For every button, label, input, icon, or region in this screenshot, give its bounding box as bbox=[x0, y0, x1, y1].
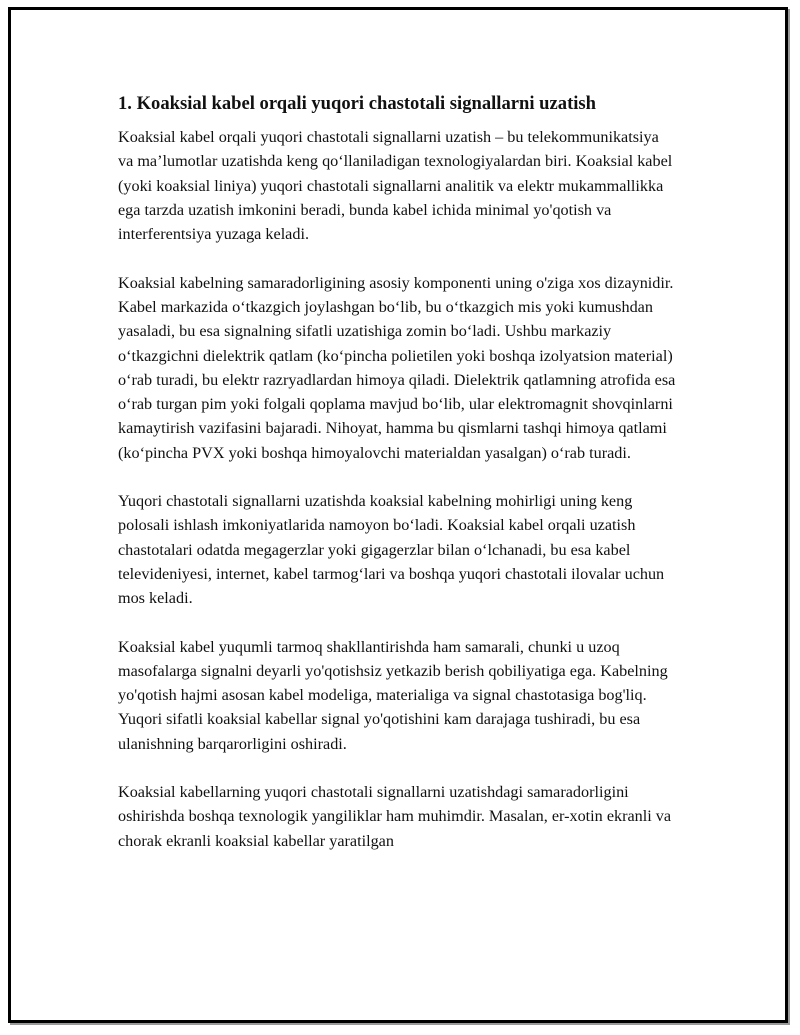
paragraph-2: Koaksial kabelning samaradorligining asosiy komponenti uning o'ziga xos dizaynidir. Kabel markazida o‘tkazgich joylashgan bo‘lib, bu o‘tkazgich mis yoki kumushdan yasaladi, bu esa signalning sifatli uzatishiga zomin bo‘ladi. Ushbu markaziy o‘tkazgichni dielektrik qatlam (ko‘pincha polietilen yoki boshqa izolyatsion material) o‘rab turadi, bu elektr razryadlardan himoya qiladi. Dielektrik qatlamning atrofida esa o‘rab turgan pim yoki folgali qoplama mavjud bo‘lib, ular elektromagnit shovqinlarni kamaytirish vazifasini bajaradi. Nihoyat, hamma bu qismlarni tashqi himoya qatlami (ko‘pincha PVX yoki boshqa himoyalovchi materialdan yasalgan) o‘rab turadi. bbox=[118, 273, 676, 462]
document-title: 1. Koaksial kabel orqali yuqori chastotali signallarni uzatish bbox=[118, 93, 597, 114]
paragraph-5: Koaksial kabellarning yuqori chastotali signallarni uzatishdagi samaradorligini oshirishda boshqa texnologik yangiliklar ham muhimdir. Masalan, er-xotin ekranli va chorak ekranli koaksial kabellar yaratilgan bbox=[118, 783, 672, 850]
paragraph-4: Koaksial kabel yuqumli tarmoq shakllantirishda ham samarali, chunki u uzoq masofalarga signalni deyarli yo'qotishsiz yetkazib berish qobiliyatiga ega. Kabelning yo'qotish hajmi asosan kabel modeliga, materialiga va signal chastotasiga bog'liq. Yuqori sifatli koaksial kabellar signal yo'qotishini kam darajaga tushiradi, bu esa ulanishning barqarorligini oshiradi. bbox=[118, 637, 668, 753]
document-body bbox=[118, 92, 678, 877]
paragraph-1: Koaksial kabel orqali yuqori chastotali signallarni uzatish – bu telekommunikatsiya va ma’lumotlar uzatishda keng qo‘llaniladigan texnologiyalardan biri. Koaksial kabel (yoki koaksial liniya) yuqori chastotali signallarni analitik va elektr mukammallikka ega tarzda uzatish imkonini beradi, bunda kabel ichida minimal yo'qotish va interferentsiya yuzaga keladi. bbox=[118, 128, 673, 244]
paragraph-3: Yuqori chastotali signallarni uzatishda koaksial kabelning mohirligi uning keng polosali ishlash imkoniyatlarida namoyon bo‘ladi. Koaksial kabel orqali uzatish chastotalari odatda megagerzlar yoki gigagerzlar bilan o‘lchanadi, bu esa kabel televideniyesi, internet, kabel tarmog‘lari va boshqa yuqori chastotali ilovalar uchun mos keladi. bbox=[118, 492, 665, 608]
